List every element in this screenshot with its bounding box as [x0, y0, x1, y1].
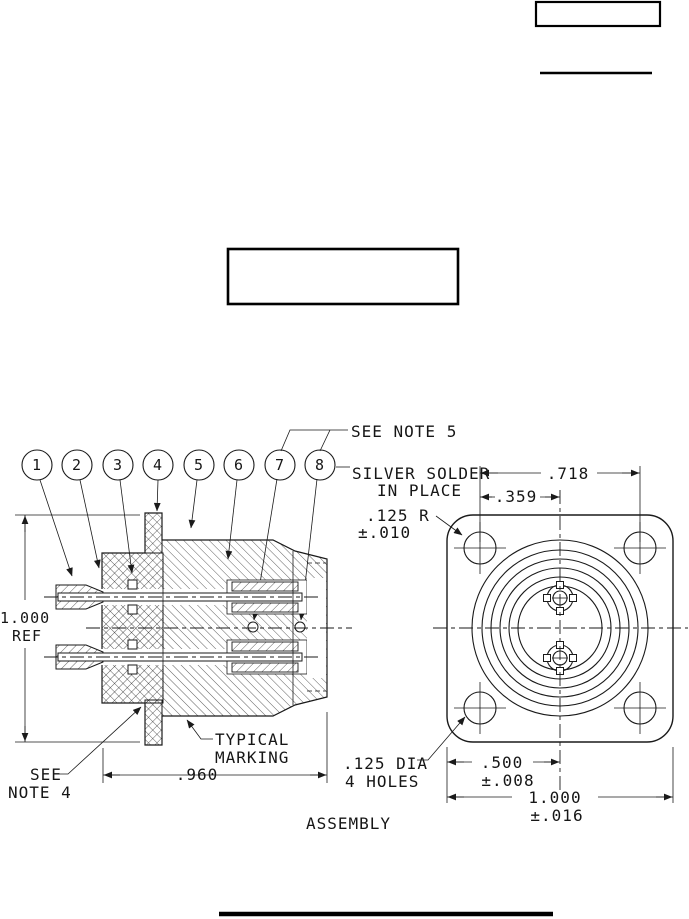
see-note5-label: SEE NOTE 5: [351, 422, 458, 441]
svg-text:2: 2: [71, 456, 83, 474]
dim-body-length-value: .960: [175, 765, 219, 784]
holes-label-1: .125 DIA: [343, 754, 429, 773]
typical-marking-label-2: MARKING: [215, 748, 290, 767]
dim-half-width-tol: ±.008: [481, 771, 535, 790]
dim-height-ref-value: 1.000: [0, 609, 51, 627]
dim-hole-span-value: .718: [546, 464, 590, 483]
svg-text:8: 8: [314, 456, 326, 474]
top-flange-tab: [145, 513, 162, 553]
see-note4-label-1: SEE: [30, 765, 62, 784]
title-block-box: [536, 2, 660, 26]
lower-socket-contact: [232, 642, 298, 651]
seal-bead: [128, 605, 137, 614]
leader-line: [40, 480, 72, 576]
bottom-flange-tab: [145, 700, 162, 745]
balloon-1: [22, 450, 72, 576]
svg-text:1: 1: [31, 456, 43, 474]
balloon-2: [62, 450, 99, 568]
dim-full-width-tol: ±.016: [530, 806, 584, 825]
typical-marking-label-1: TYPICAL: [215, 730, 290, 749]
flange-front-view: [433, 490, 688, 793]
solder-ball: [295, 622, 305, 632]
lower-socket-contact: [232, 663, 298, 672]
leader-line: [157, 480, 158, 511]
svg-text:4: 4: [152, 456, 164, 474]
dim-hole-half-span-value: .359: [494, 487, 538, 506]
see-note4-label-2: NOTE 4: [8, 783, 72, 802]
svg-text:7: 7: [274, 456, 286, 474]
note4-callout: [8, 707, 141, 802]
dim-full-width-value: 1.000: [528, 788, 582, 807]
corner-radius-label-1: .125 R: [366, 506, 430, 525]
balloon-5: [184, 450, 214, 528]
leader-line: [191, 480, 197, 528]
seal-bead: [128, 580, 137, 589]
typical-marking-callout: [187, 720, 289, 767]
silver-solder-label-2: IN PLACE: [377, 481, 463, 500]
balloon-4: [143, 450, 173, 511]
upper-socket-contact: [232, 603, 298, 612]
leader-line: [80, 480, 99, 568]
seal-bead: [128, 665, 137, 674]
view-title: ASSEMBLY: [306, 814, 392, 833]
dim-hole-half-span: [480, 487, 560, 506]
upper-socket-contact: [232, 582, 298, 591]
holes-label-2: 4 HOLES: [345, 772, 420, 791]
note5-callout: [281, 422, 457, 451]
note-box: [228, 249, 458, 304]
silver-solder-callout: [336, 464, 490, 500]
corner-radius-label-2: ±.010: [358, 523, 412, 542]
corner-radius-callout: [358, 506, 462, 542]
svg-text:5: 5: [193, 456, 205, 474]
svg-text:6: 6: [233, 456, 245, 474]
svg-text:3: 3: [112, 456, 124, 474]
seal-bead: [128, 640, 137, 649]
solder-ball: [248, 622, 258, 632]
silver-solder-label-1: SILVER SOLDER: [352, 464, 491, 483]
dim-half-width-value: .500: [480, 753, 524, 772]
dim-height-ref-suffix: REF: [12, 627, 43, 645]
assembly-section-view: [44, 513, 352, 745]
